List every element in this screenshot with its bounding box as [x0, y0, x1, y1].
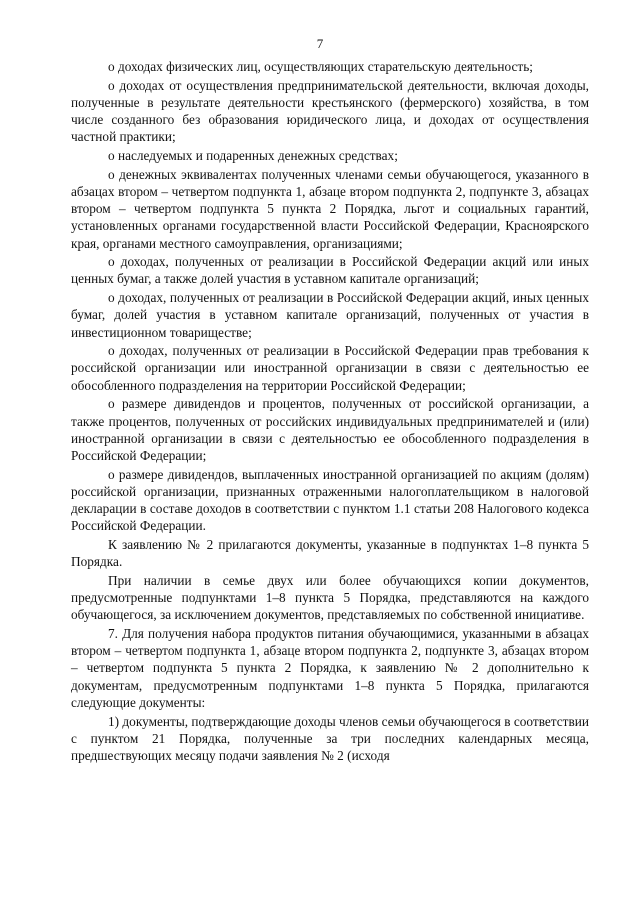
paragraph: о доходах, полученных от реализации в Российской Федерации прав требования к российской организации или иностранной организации в связи с деятельностью ее обособленного подразделения на территории Российской Федерации; [71, 343, 589, 393]
paragraph: о размере дивидендов и процентов, полученных от российской организации, а также процентов, полученных от российских индивидуальных предпринимателей и (или) иностранной организации в связи с деятельностью ее обособленного подразделения в Российской Федерации; [71, 396, 589, 463]
paragraph: 1) документы, подтверждающие доходы членов семьи обучающегося в соответствии с пунктом 21 Порядка, полученные за три последних календарных месяца, предшествующих месяцу подачи заявления № 2 (исходя [71, 713, 589, 763]
document-body [71, 58, 589, 766]
page-number: 7 [316, 36, 324, 51]
paragraph: о доходах от осуществления предпринимательской деятельности, включая доходы, полученные в результате деятельности крестьянского (фермерского) хозяйства, в том числе созданного без образования юридического лица, и доходах от осуществления частной практики; [71, 77, 589, 145]
paragraph: о наследуемых и подаренных денежных средствах; [108, 148, 398, 164]
paragraph: о денежных эквивалентах полученных членами семьи обучающегося, указанного в абзацах втором – четвертом подпункта 1, абзаце втором подпункта 2, подпункте 3, абзацах втором – четвертом подпункта 5 пункта 2 Порядка, льгот и социальных гарантий, установленных органами государственной власти Российской Федерации, Красноярского края, органами местного самоуправления, организациями; [71, 166, 589, 251]
paragraph: о размере дивидендов, выплаченных иностранной организацией по акциям (долям) российской организации, признанных отраженными налогоплательщиком в налоговой декларации в составе доходов в соответствии с пунктом 1.1 статьи 208 Налогового кодекса Российской Федерации. [71, 466, 589, 534]
paragraph: 7. Для получения набора продуктов питания обучающимися, указанными в абзацах втором – четвертом подпункта 1, абзаце втором подпункта 2, подпункте 3, абзацах втором – четвертом подпункта 5 пункта 2 Порядка, к заявлению № 2 дополнительно к документам, предусмотренным подпунктами 1–8 пункта 5 Порядка, прилагаются следующие документы: [71, 626, 589, 710]
paragraph: При наличии в семье двух или более обучающихся копии документов, предусмотренные подпунктами 1–8 пункта 5 Порядка, представляются на каждого обучающегося, за исключением документов, представляемых по собственной инициативе. [71, 572, 589, 623]
paragraph: о доходах, полученных от реализации в Российской Федерации акций, иных ценных бумаг, долей участия в уставном капитале организаций, полученных от участия в инвестиционном товариществе; [71, 290, 589, 340]
paragraph: о доходах физических лиц, осуществляющих старательскую деятельность; [108, 59, 533, 74]
paragraph: о доходах, полученных от реализации в Российской Федерации акций или иных ценных бумаг, а также долей участия в уставном капитале организаций; [71, 254, 589, 287]
paragraph: К заявлению № 2 прилагаются документы, указанные в подпунктах 1–8 пункта 5 Порядка. [71, 536, 589, 570]
